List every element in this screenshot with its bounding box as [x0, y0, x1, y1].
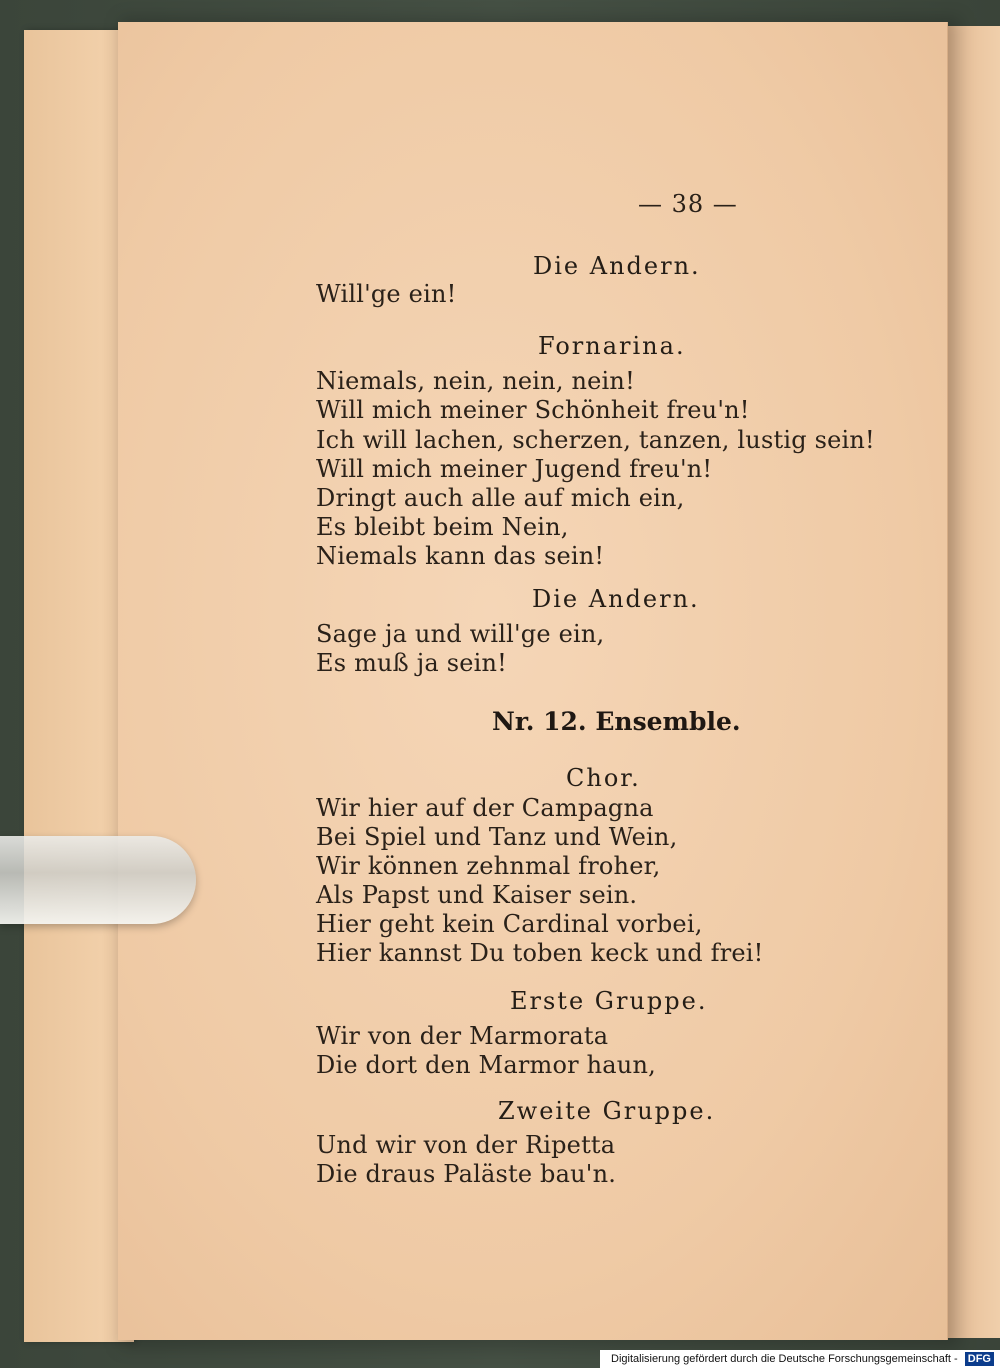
verse-line: Wir von der Marmorata	[316, 1022, 609, 1050]
verse-line: Wir können zehnmal froher,	[316, 852, 661, 880]
glass-page-clip	[0, 836, 196, 924]
verse-line: Die dort den Marmor haun,	[316, 1051, 656, 1079]
group-two-label: Zweite Gruppe.	[498, 1097, 716, 1125]
speech-line: Niemals kann das sein!	[316, 542, 605, 570]
speech-line: Niemals, nein, nein, nein!	[316, 367, 635, 395]
group-one-label: Erste Gruppe.	[510, 987, 708, 1015]
digitization-credit	[600, 1350, 1000, 1368]
verse-line: Und wir von der Ripetta	[316, 1131, 616, 1159]
speaker-label-fornarina: Fornarina.	[538, 332, 686, 360]
speech-line: Dringt auch alle auf mich ein,	[316, 484, 685, 512]
verse-line: Hier kannst Du toben keck und frei!	[316, 939, 764, 967]
dfg-logo-icon: DFG	[965, 1352, 994, 1366]
speech-line: Sage ja und will'ge ein,	[316, 620, 605, 648]
footer-credit-text: Digitalisierung gefördert durch die Deutsche Forschungsgemeinschaft -	[611, 1353, 958, 1365]
speaker-label-andern: Die Andern.	[533, 252, 701, 280]
speech-line: Es muß ja sein!	[316, 649, 508, 677]
verse-line: Hier geht kein Cardinal vorbei,	[316, 910, 703, 938]
section-heading: Nr. 12. Ensemble.	[492, 707, 741, 736]
speech-line: Ich will lachen, scherzen, tanzen, lustig sein!	[316, 426, 875, 454]
speech-line: Es bleibt beim Nein,	[316, 513, 569, 541]
verse-line: Bei Spiel und Tanz und Wein,	[316, 823, 678, 851]
verse-line: Wir hier auf der Campagna	[316, 794, 654, 822]
speech-line: Will'ge ein!	[316, 280, 457, 308]
speaker-label-andern-2: Die Andern.	[532, 585, 700, 613]
chorus-label: Chor.	[566, 764, 641, 792]
book-page	[118, 22, 948, 1340]
speech-line: Will mich meiner Schönheit freu'n!	[316, 396, 750, 424]
verse-line: Als Papst und Kaiser sein.	[316, 881, 638, 909]
verse-line: Die draus Paläste bau'n.	[316, 1160, 617, 1188]
page-number: — 38 —	[638, 190, 738, 218]
speech-line: Will mich meiner Jugend freu'n!	[316, 455, 713, 483]
